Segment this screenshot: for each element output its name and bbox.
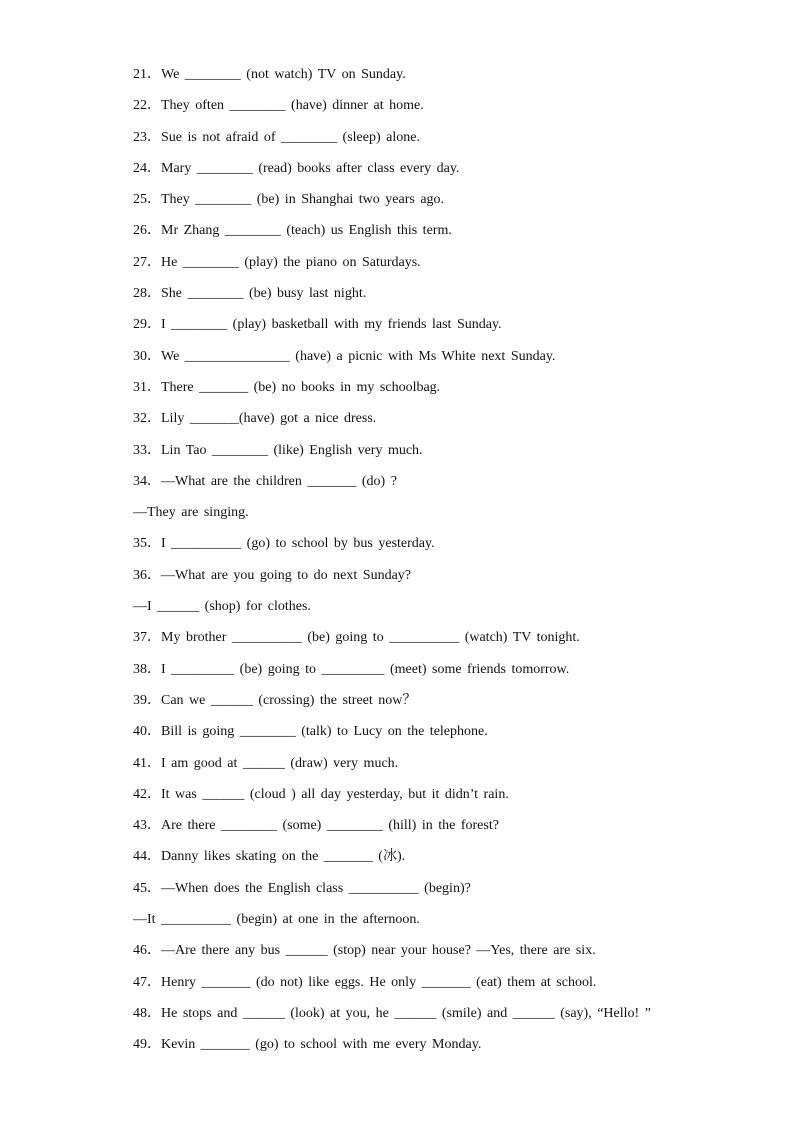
exercise-text: 31．There _______ (be) no books in my schoolbag.: [133, 379, 441, 395]
exercise-45: [133, 876, 753, 907]
exercise-text: 36．—What are you going to do next Sunday?: [133, 567, 412, 583]
exercise-text: 41．I am good at ______ (draw) very much.: [133, 755, 399, 771]
exercise-text: 29．I ________ (play) basketball with my friends last Sunday.: [133, 317, 502, 333]
exercise-40: [133, 719, 753, 750]
exercise-46: [133, 938, 753, 969]
exercise-text: —It __________ (begin) at one in the afternoon.: [133, 912, 420, 928]
exercise-text: 47．Henry _______ (do not) like eggs. He only _______ (eat) them at school.: [133, 974, 597, 990]
exercise-37: [133, 625, 753, 656]
exercise-32: [133, 406, 753, 437]
exercise-text: 28．She ________ (be) busy last night.: [133, 286, 367, 302]
exercise-27: [133, 250, 753, 281]
exercise-31: [133, 375, 753, 406]
exercise-35: [133, 531, 753, 562]
exercise-24: [133, 156, 753, 187]
exercise-22: [133, 93, 753, 124]
exercise-39: [133, 688, 753, 719]
exercise-text: 40．Bill is going ________ (talk) to Lucy on the telephone.: [133, 724, 488, 740]
exercise-44: [133, 844, 753, 875]
exercise-text: 23．Sue is not afraid of ________ (sleep) alone.: [133, 129, 420, 145]
exercise-text: 26．Mr Zhang ________ (teach) us English this term.: [133, 223, 452, 239]
exercise-text: 44．Danny likes skating on the _______ (冰).: [133, 849, 406, 865]
exercise-43: [133, 813, 753, 844]
exercise-text: 37．My brother __________ (be) going to __________ (watch) TV tonight.: [133, 630, 580, 646]
exercise-text: 48．He stops and ______ (look) at you, he ______ (smile) and ______ (say), “Hello! ”: [133, 1005, 651, 1021]
exercise-23: [133, 125, 753, 156]
exercise-47: [133, 970, 753, 1001]
exercise-text: 22．They often ________ (have) dinner at home.: [133, 98, 424, 114]
exercise-text: 33．Lin Tao ________ (like) English very much.: [133, 442, 423, 458]
exercise-33: [133, 438, 753, 469]
exercise-26: [133, 218, 753, 249]
exercise-48: [133, 1001, 753, 1032]
exercise-text: 38．I _________ (be) going to _________ (meet) some friends tomorrow.: [133, 661, 570, 677]
exercise-text: —I ______ (shop) for clothes.: [133, 599, 311, 615]
exercise-text: 45．—When does the English class __________ (begin)?: [133, 880, 471, 896]
exercise-41: [133, 751, 753, 782]
exercise-25: [133, 187, 753, 218]
exercise-34-answer-line: [133, 500, 753, 531]
exercise-text: —They are singing.: [133, 505, 249, 521]
exercise-29: [133, 312, 753, 343]
exercise-30: [133, 344, 753, 375]
exercise-42: [133, 782, 753, 813]
exercise-36-answer-line: [133, 594, 753, 625]
exercise-list: [133, 62, 753, 1064]
exercise-text: 42．It was ______ (cloud ) all day yesterday, but it didn’t rain.: [133, 786, 509, 802]
exercise-text: 32．Lily _______(have) got a nice dress.: [133, 411, 377, 427]
exercise-text: 35．I __________ (go) to school by bus yesterday.: [133, 536, 435, 552]
exercise-21: [133, 62, 753, 93]
exercise-text: 27．He ________ (play) the piano on Saturdays.: [133, 254, 421, 270]
exercise-49: [133, 1032, 753, 1063]
exercise-36: [133, 563, 753, 594]
exercise-45-answer-line: [133, 907, 753, 938]
exercise-text: 46．—Are there any bus ______ (stop) near your house? —Yes, there are six.: [133, 943, 596, 959]
exercise-text: 30．We _______________ (have) a picnic with Ms White next Sunday.: [133, 348, 556, 364]
exercise-text: 21．We ________ (not watch) TV on Sunday.: [133, 67, 406, 82]
exercise-text: 43．Are there ________ (some) ________ (hill) in the forest?: [133, 818, 499, 834]
exercise-text: 39．Can we ______ (crossing) the street now？: [133, 692, 417, 708]
exercise-34: [133, 469, 753, 500]
exercise-28: [133, 281, 753, 312]
exercise-text: 24．Mary ________ (read) books after class every day.: [133, 160, 460, 176]
exercise-text: 49．Kevin _______ (go) to school with me every Monday.: [133, 1037, 482, 1053]
exercise-text: 25．They ________ (be) in Shanghai two years ago.: [133, 192, 445, 208]
exercise-text: 34．—What are the children _______ (do) ?: [133, 473, 397, 489]
exercise-38: [133, 657, 753, 688]
